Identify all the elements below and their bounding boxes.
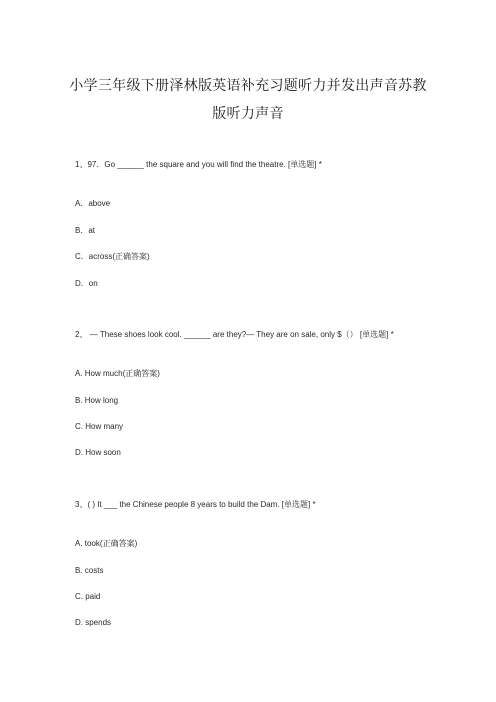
question-2-option-b: B. How long [75,396,119,405]
question-1-option-a: A．above [75,199,111,208]
question-2-option-d: D. How soon [75,448,121,457]
question-3-option-b: B. costs [75,566,104,575]
question-3-option-c: C. paid [75,592,101,601]
question-1-option-c: C．across(正确答案) [75,252,150,261]
question-1-stem: 1、97．Go ______ the square and you will find the theatre. [单选题] * [75,160,322,169]
document-title-line-1: 小学三年级下册泽林版英语补充习题听力并发出声音苏教 [69,78,427,94]
question-1-option-d: D．on [75,279,98,288]
question-2-option-a: A. How much(正确答案) [75,369,160,378]
question-2-stem: 2、 — These shoes look cool. ______ are they?— They are on sale, only $（） [单选题] * [75,330,394,339]
question-2-option-c: C. How many [75,422,124,431]
question-3-stem: 3、( ) It ___ the Chinese people 8 years to build the Dam. [单选题] * [75,500,316,509]
question-1-option-b: B．at [75,226,96,235]
document-title-line-2: 版听力声音 [212,106,284,122]
question-3-option-a: A. took(正确答案) [75,539,138,548]
question-3-option-d: D. spends [75,618,112,627]
